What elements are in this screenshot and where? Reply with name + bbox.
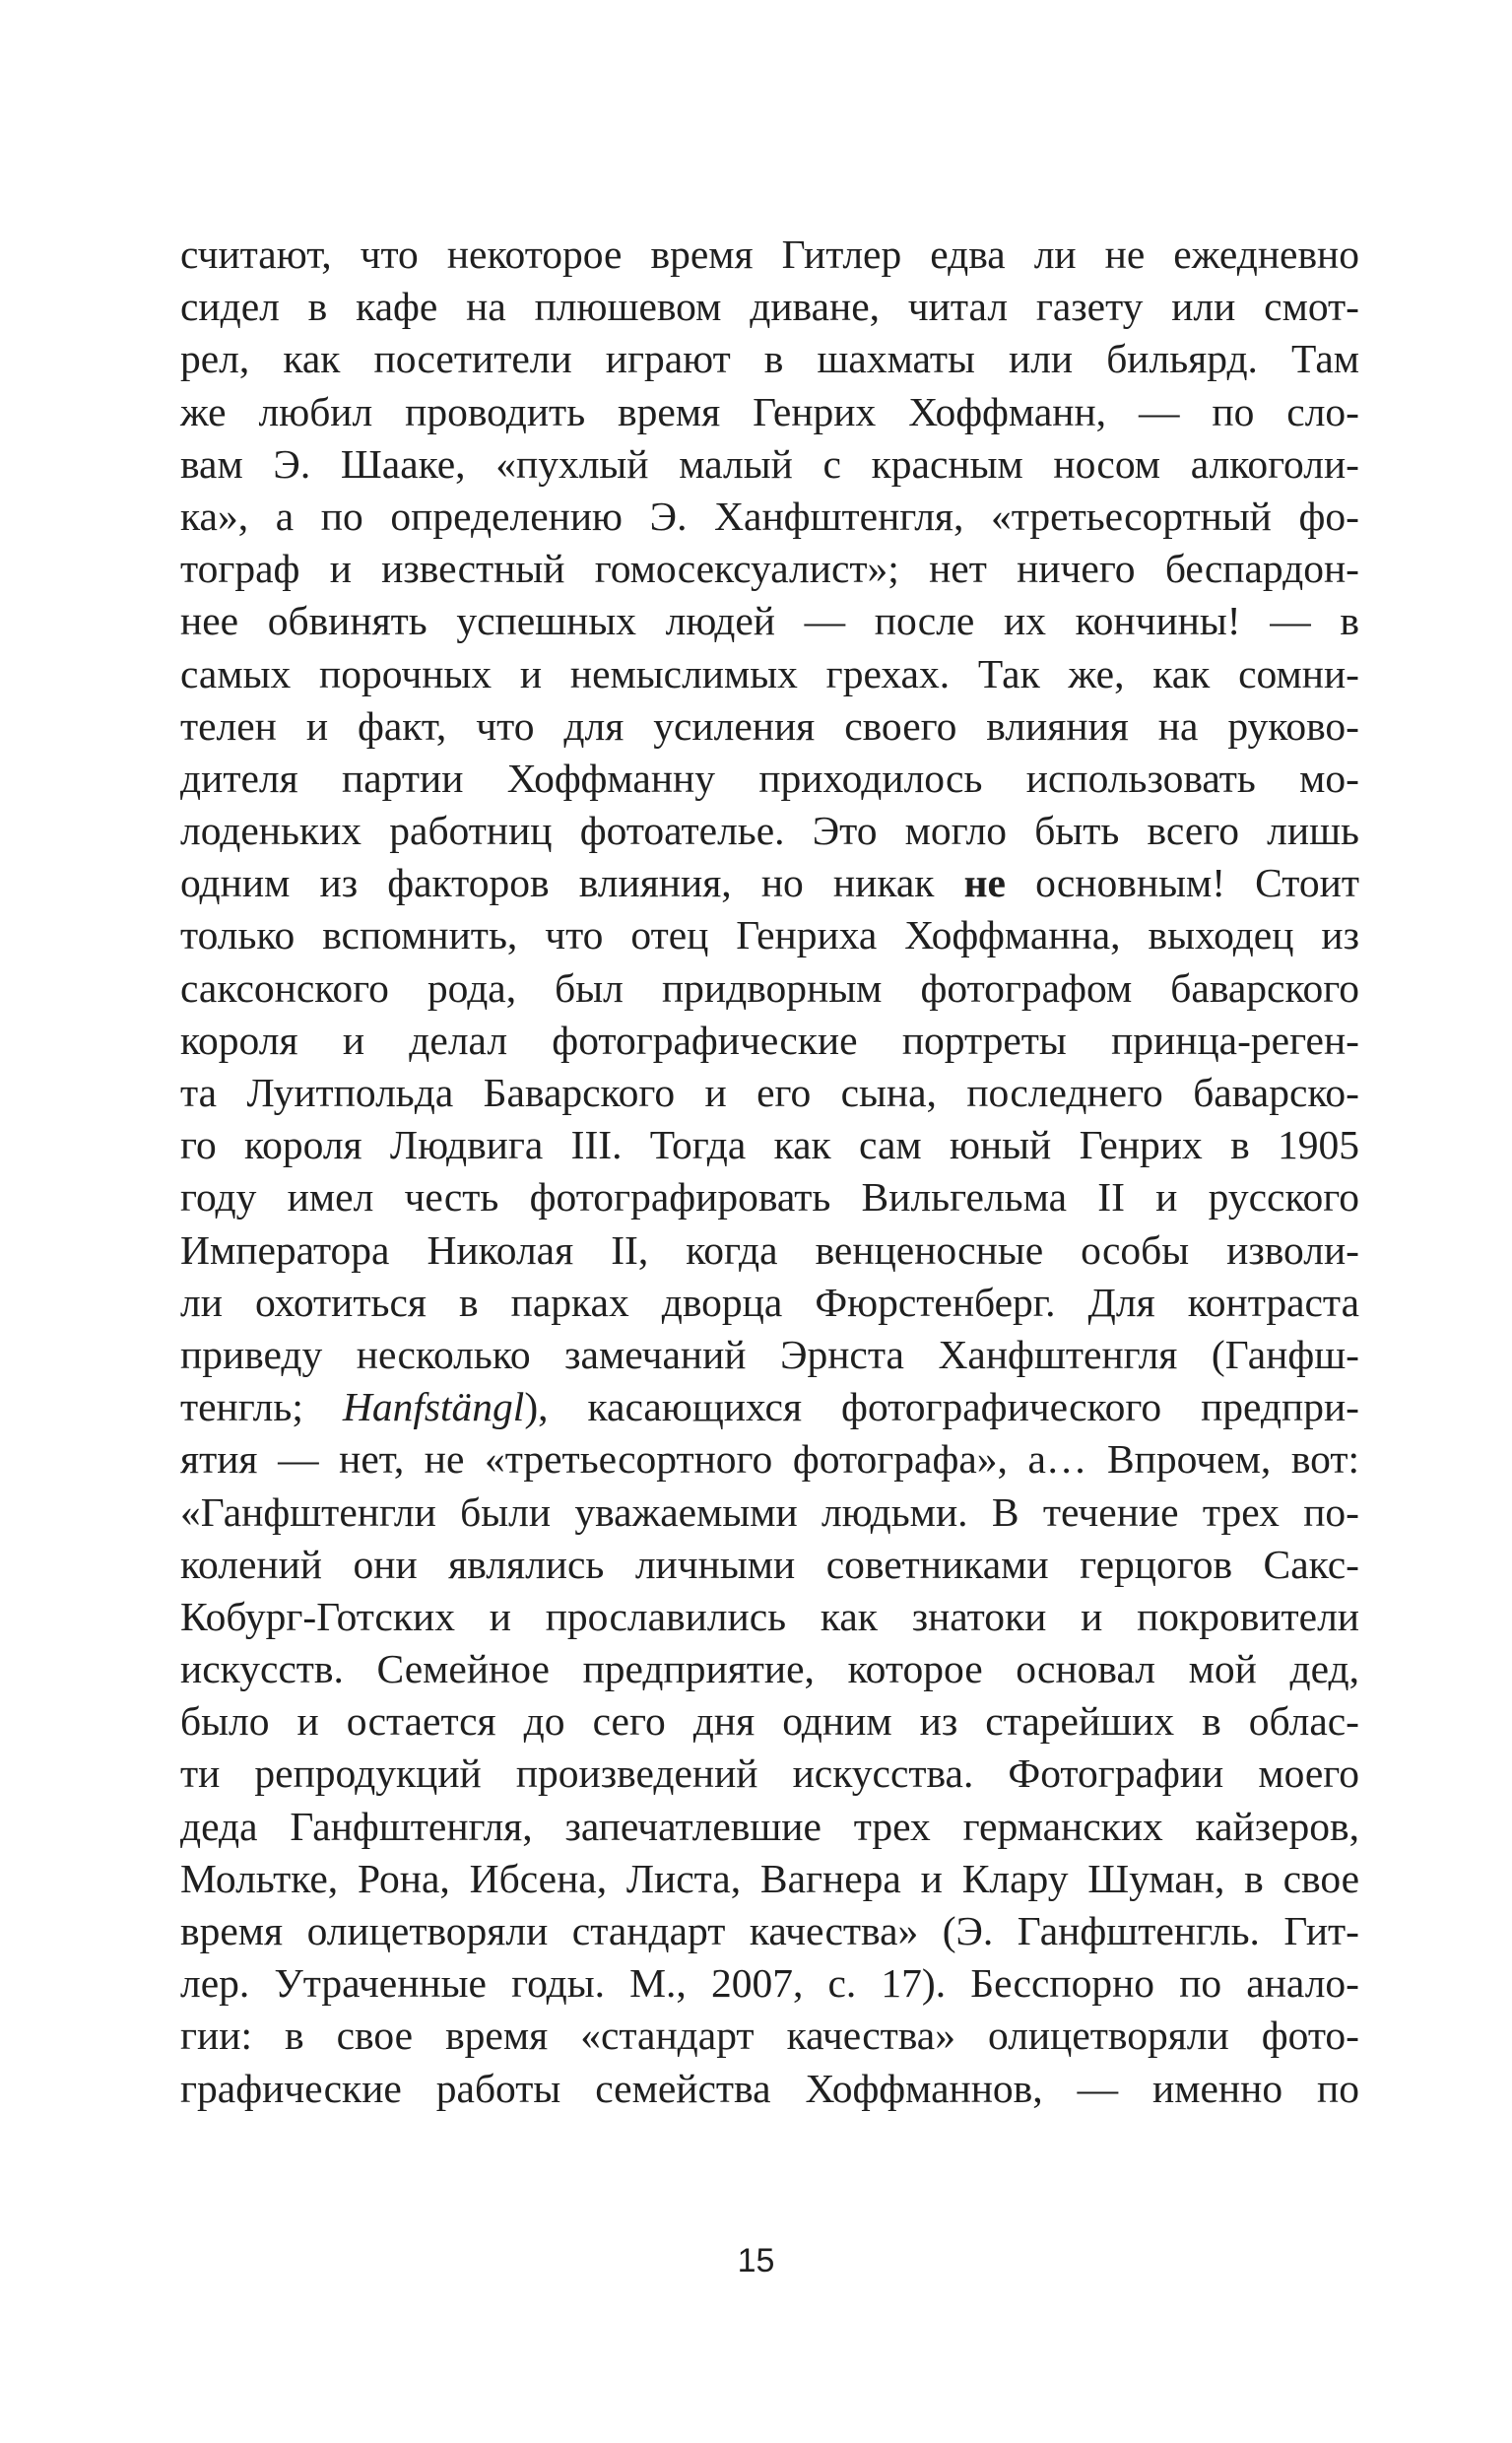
- text-line: рел, как посетители играют в шахматы или бильярд. Там: [180, 336, 1359, 382]
- text-line: ли охотиться в парках дворца Фюрстенберг. Для контраста: [180, 1279, 1359, 1325]
- text-line: ятия — нет, не «третьесортного фотографа», а… Впрочем, вот:: [180, 1436, 1359, 1483]
- text-line: та Луитпольда Баварского и его сына, последнего баварско-: [180, 1070, 1359, 1115]
- text-line: вам Э. Шааке, «пухлый малый с красным носом алкоголи-: [180, 440, 1359, 487]
- text-line: приведу несколько замечаний Эрнста Ханфштенгля (Ганфш-: [180, 1331, 1359, 1377]
- text-line: короля и делал фотографические портреты принца-реген-: [180, 1017, 1359, 1063]
- body-text: [180, 229, 1359, 2115]
- text-line: графические работы семейства Хоффманнов, — именно по: [180, 2065, 1359, 2111]
- text-line: самых порочных и немыслимых грехах. Так же, как сомни-: [180, 650, 1359, 696]
- text-line: лоденьких работниц фотоателье. Это могло быть всего лишь: [180, 808, 1359, 854]
- text-line: тенгль; Hanfstängl), касающихся фотографического предпри-: [180, 1384, 1359, 1430]
- bold-emphasis: не: [963, 860, 1006, 906]
- text-line: искусств. Семейное предприятие, которое основал мой дед,: [180, 1646, 1359, 1692]
- text-line: го короля Людвига III. Тогда как сам юный Генрих в 1905: [180, 1122, 1359, 1168]
- text-line: телен и факт, что для усиления своего влияния на руково-: [180, 702, 1359, 749]
- text-line: Кобург-Готских и прославились как знатоки и покровители: [180, 1593, 1359, 1639]
- text-line: деда Ганфштенгля, запечатлевшие трех германских кайзеров,: [180, 1803, 1359, 1849]
- text-line: «Ганфштенгли были уважаемыми людьми. В течение трех по-: [180, 1488, 1359, 1535]
- text-line: нее обвинять успешных людей — после их кончины! — в: [180, 598, 1359, 644]
- text-line: ка», а по определению Э. Ханфштенгля, «третьесортный фо-: [180, 493, 1359, 539]
- text-line: тограф и известный гомосексуалист»; нет ничего беспардон-: [180, 546, 1359, 592]
- text-line: году имел честь фотографировать Вильгельма II и русского: [180, 1174, 1359, 1221]
- text-line: гии: в свое время «стандарт качества» олицетворяли фото-: [180, 2013, 1359, 2059]
- text-line: ти репродукций произведений искусства. Фотографии моего: [180, 1750, 1359, 1797]
- text-line: саксонского рода, был придворным фотографом баварского: [180, 964, 1359, 1011]
- text-line: же любил проводить время Генрих Хоффманн, — по сло-: [180, 388, 1359, 434]
- text-line: время олицетворяли стандарт качества» (Э. Ганфштенгль. Гит-: [180, 1908, 1359, 1953]
- italic-term: Hanfstängl: [342, 1384, 525, 1430]
- text-line: колений они являлись личными советниками герцогов Сакс-: [180, 1541, 1359, 1587]
- text-line: дителя партии Хоффманну приходилось использовать мо-: [180, 755, 1359, 801]
- text-line: считают, что некоторое время Гитлер едва ли не ежедневно: [180, 231, 1359, 277]
- page-number: 15: [737, 2242, 775, 2279]
- text-line: было и остается до сего дня одним из старейших в облас-: [180, 1698, 1359, 1745]
- text-line: Императора Николая II, когда венценосные особы изволи-: [180, 1226, 1359, 1273]
- text-line: только вспомнить, что отец Генриха Хоффманна, выходец из: [180, 912, 1359, 958]
- text-line: сидел в кафе на плюшевом диване, читал газету или смот-: [180, 284, 1359, 330]
- text-line: Мольтке, Рона, Ибсена, Листа, Вагнера и Клару Шуман, в свое: [180, 1855, 1359, 1901]
- text-line: лер. Утраченные годы. М., 2007, с. 17). Бесспорно по анало-: [180, 1960, 1359, 2007]
- text-line: одним из факторов влияния, но никак не основным! Стоит: [180, 860, 1359, 906]
